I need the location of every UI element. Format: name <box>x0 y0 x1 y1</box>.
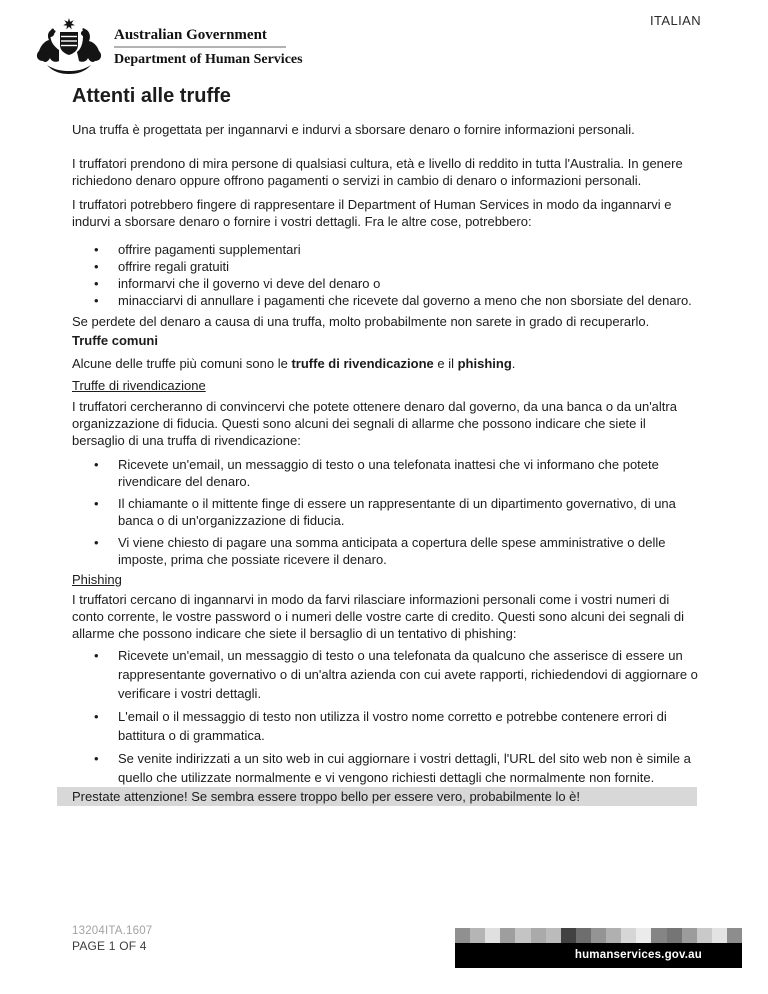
footer-page-number: PAGE 1 OF 4 <box>72 939 147 953</box>
spectrum-swatch <box>485 928 500 943</box>
spectrum-swatch <box>667 928 682 943</box>
spectrum-swatch <box>697 928 712 943</box>
spectrum-swatch <box>515 928 530 943</box>
list-item: • L'email o il messaggio di testo non utilizza il vostro nome corretto e potrebbe contenere errori di battitura o di grammatica. <box>72 707 700 745</box>
intro-paragraph-1: Una truffa è progettata per ingannarvi e indurvi a sborsare denaro o fornire informazioni personali. <box>72 122 635 137</box>
list-item: • Ricevete un'email, un messaggio di testo o una telefonata da qualcuno che asserisce di essere un rappresentante governativo o di un'altra azienda con cui avete rapporti, richiedendovi di aggiornare o verificare i vostri dettagli. <box>72 646 700 703</box>
spectrum-swatch <box>727 928 742 943</box>
spectrum-swatch <box>682 928 697 943</box>
common-scams-text: Alcune delle truffe più comuni sono le <box>72 356 292 371</box>
spectrum-swatch <box>636 928 651 943</box>
list-item: • offrire regali gratuiti <box>72 258 700 275</box>
spectrum-swatch <box>591 928 606 943</box>
losing-money-paragraph: Se perdete del denaro a causa di una truffa, molto probabilmente non sarete in grado di recuperarlo. <box>72 314 650 329</box>
spectrum-swatch <box>576 928 591 943</box>
claim-warning-list <box>72 456 700 568</box>
spectrum-swatch <box>606 928 621 943</box>
spectrum-swatch <box>500 928 515 943</box>
spectrum-swatch <box>455 928 470 943</box>
page-title: Attenti alle truffe <box>72 85 231 107</box>
spectrum-swatch <box>470 928 485 943</box>
list-item: • Se venite indirizzati a un sito web in cui aggiornare i vostri dettagli, l'URL del sito web non è simile a quello che utilizzate normalmente e vi vengono richiesti dettagli che normalmente non fornite. <box>72 749 700 787</box>
claim-scams-term: truffe di rivendicazione <box>291 356 434 371</box>
common-scams-heading: Truffe comuni <box>72 333 158 348</box>
spectrum-swatch <box>531 928 546 943</box>
phishing-paragraph: I truffatori cercano di ingannarvi in modo da farvi rilasciare informazioni personali come i vostri numeri di conto corrente, le vostre password o i numeri delle vostre carte di credito. Questi sono alcuni dei segnali di allarme che possono indicare che siete il bersaglio di un tentativo di phishing: <box>72 592 685 641</box>
list-item: • Vi viene chiesto di pagare una somma anticipata a copertura delle spese amministrative o delle imposte, prima che possiate ricevere il denaro. <box>72 534 700 568</box>
document-body <box>72 84 700 806</box>
footer-brand-bar <box>455 928 742 968</box>
spectrum-swatch <box>561 928 576 943</box>
list-item: • offrire pagamenti supplementari <box>72 241 700 258</box>
coat-of-arms-icon <box>33 16 105 78</box>
gov-logo-department: Department of Human Services <box>114 52 303 67</box>
language-label: ITALIAN <box>650 13 701 28</box>
list-item: • informarvi che il governo vi deve del denaro o <box>72 275 700 292</box>
gov-logo-title: Australian Government <box>114 27 267 43</box>
footer-spectrum <box>455 928 742 943</box>
phishing-term: phishing <box>457 356 512 371</box>
gov-logo <box>33 16 303 78</box>
list-item: • Il chiamante o il mittente finge di essere un rappresentante di un dipartimento governativo, di una banca o di un'organizzazione di fiducia. <box>72 495 700 529</box>
phishing-heading: Phishing <box>72 572 122 587</box>
footer-doc-code: 13204ITA.1607 <box>72 925 153 937</box>
scam-actions-list <box>72 241 700 309</box>
spectrum-swatch <box>651 928 666 943</box>
intro-paragraph-2: I truffatori prendono di mira persone di qualsiasi cultura, età e livello di reddito in tutta l'Australia. In genere richiedono denaro oppure offrono pagamenti o servizi in cambio di denaro o informazioni personali. <box>72 156 683 188</box>
warning-highlight: Prestate attenzione! Se sembra essere troppo bello per essere vero, probabilmente lo è! <box>57 787 697 806</box>
phishing-warning-list <box>72 646 700 787</box>
common-scams-paragraph: Alcune delle truffe più comuni sono le truffe di rivendicazione e il phishing. <box>72 356 516 371</box>
intro-paragraph-3: I truffatori potrebbero fingere di rappresentare il Department of Human Services in modo da ingannarvi e indurvi a sborsare denaro o fornire i vostri dettagli. Fra le altre cose, potrebbero: <box>72 197 672 229</box>
spectrum-swatch <box>712 928 727 943</box>
spectrum-swatch <box>621 928 636 943</box>
gov-logo-divider <box>114 46 286 48</box>
claim-scams-paragraph: I truffatori cercheranno di convincervi che potete ottenere denaro dal governo, da una banca o da un'altra organizzazione di fiducia. Questi sono alcuni dei segnali di allarme che possono indicare che siete il bersaglio di una truffa di rivendicazione: <box>72 399 677 448</box>
gov-logo-text <box>114 16 303 78</box>
spectrum-swatch <box>546 928 561 943</box>
list-item: • Ricevete un'email, un messaggio di testo o una telefonata inattesi che vi informano che potete rivendicare del denaro. <box>72 456 700 490</box>
claim-scams-heading: Truffe di rivendicazione <box>72 378 206 393</box>
list-item: • minacciarvi di annullare i pagamenti che ricevete dal governo a meno che non sborsiate del denaro. <box>72 292 700 309</box>
footer-website: humanservices.gov.au <box>455 943 742 968</box>
